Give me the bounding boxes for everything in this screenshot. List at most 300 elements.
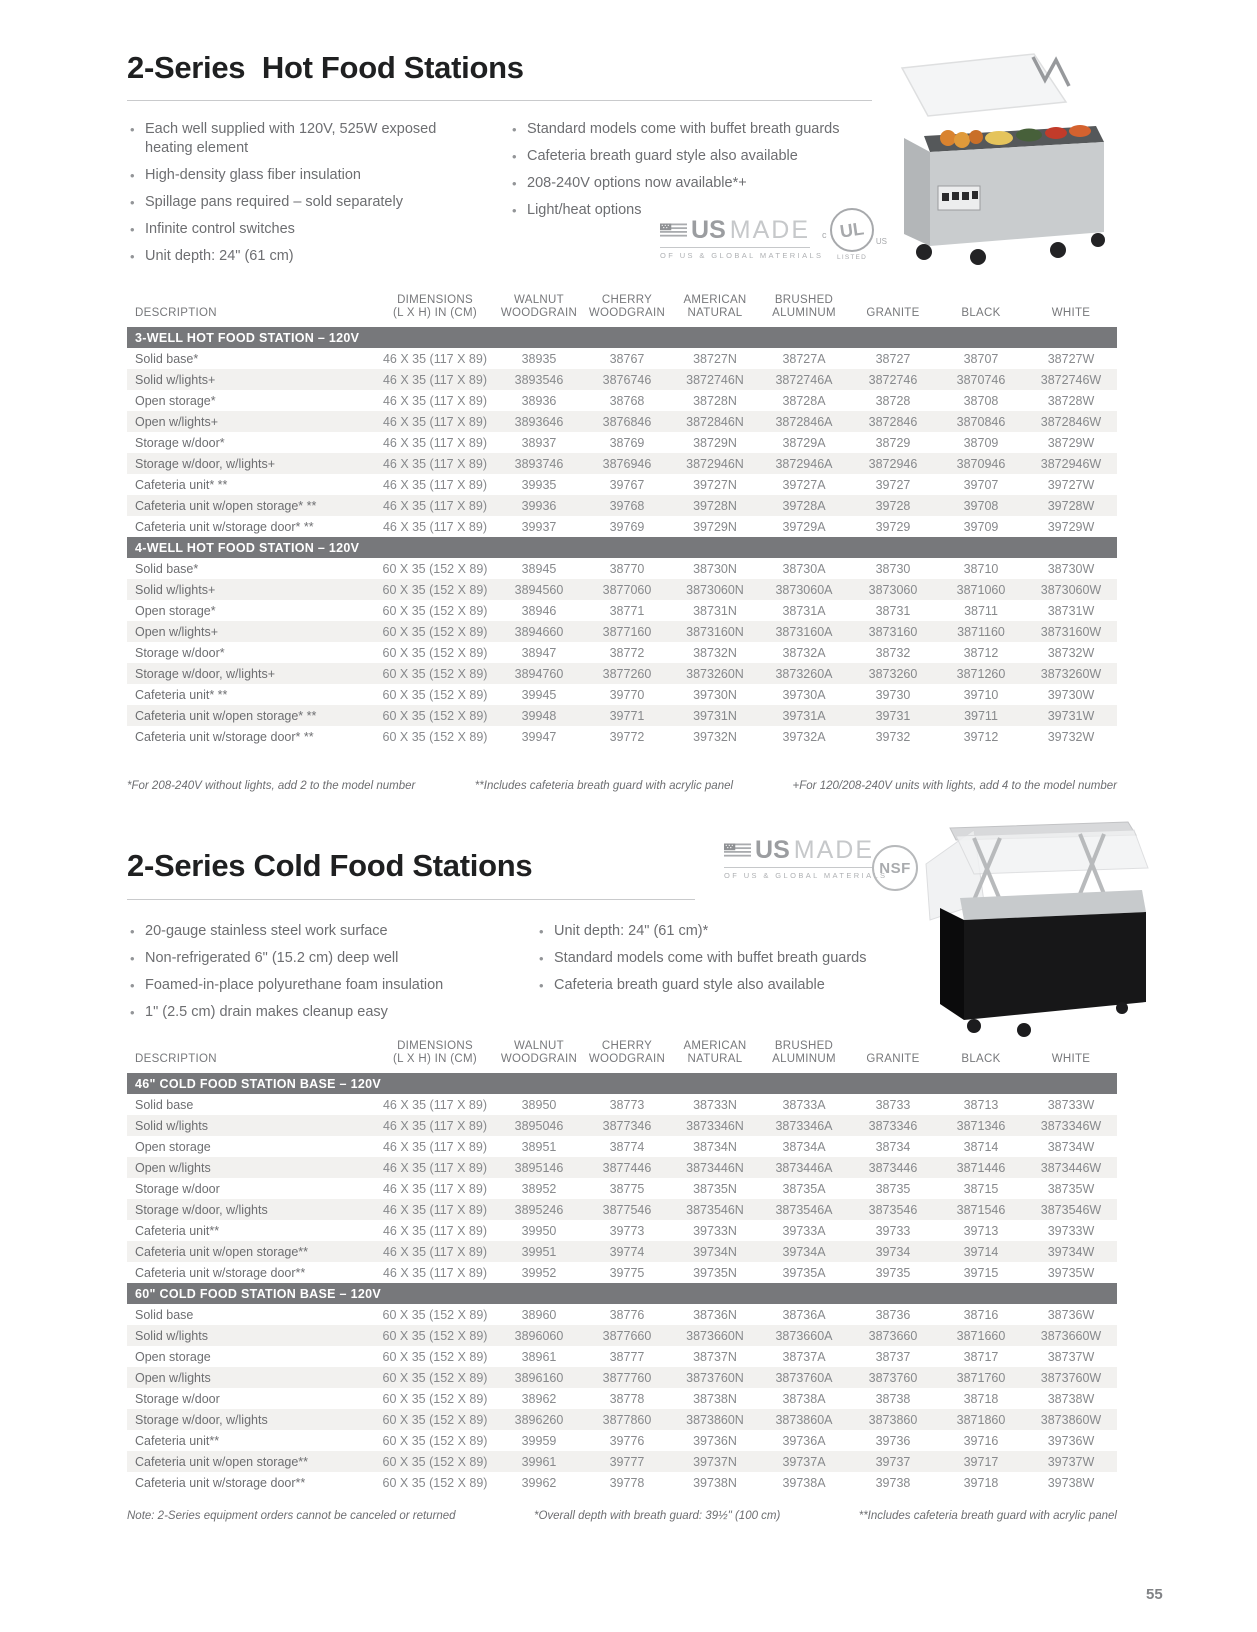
cell-model-number: 60 X 35 (152 X 89) (382, 1433, 488, 1448)
cell-model-number: 60 X 35 (152 X 89) (375, 621, 495, 642)
cell-model-number: 38736N (693, 1307, 737, 1322)
cell-model-number: 3895246 (495, 1199, 583, 1220)
section-label: 46" COLD FOOD STATION BASE – 120V (127, 1073, 1117, 1094)
cell-description: Solid base (135, 1307, 194, 1322)
hot-footnotes (127, 780, 1117, 792)
cell-description: Open w/lights+ (127, 621, 375, 642)
cell-model-number: 60 X 35 (152 X 89) (382, 1391, 488, 1406)
cell-model-number: 39735 (875, 1265, 911, 1280)
cell-model-number: 39735N (693, 1265, 737, 1280)
cell-model-number: 3873546N (671, 1199, 759, 1220)
cell-description: Cafeteria unit w/open storage** (127, 1241, 375, 1262)
table-row (127, 495, 1117, 516)
table-section-bar (127, 1283, 1117, 1304)
column-header: CHERRY WOODGRAIN (588, 1040, 666, 1065)
cell-model-number: 38771 (609, 603, 645, 618)
cell-model-number: 3873760 (849, 1367, 937, 1388)
cell-model-number: 39734 (849, 1241, 937, 1262)
cell-model-number: 38731 (875, 603, 911, 618)
usmade-tagline: OF US & GLOBAL MATERIALS (660, 247, 810, 260)
cell-model-number: 60 X 35 (152 X 89) (382, 1475, 488, 1490)
cell-model-number: 3872746A (759, 369, 849, 390)
cell-model-number: 38728 (875, 393, 911, 408)
cell-description: Solid base* (135, 351, 199, 366)
table-row (127, 390, 1117, 411)
cell-model-number: 39770 (609, 687, 645, 702)
cell-model-number: 38729N (693, 435, 737, 450)
cell-model-number: 46 X 35 (117 X 89) (382, 1265, 487, 1280)
cell-model-number: 3870846 (937, 411, 1025, 432)
cell-model-number: 39729A (782, 519, 826, 534)
table-header-row (127, 1040, 1117, 1073)
cell-model-number: 3894560 (495, 579, 583, 600)
usmade-tagline: OF US & GLOBAL MATERIALS (724, 867, 874, 880)
footnote: *For 208-240V without lights, add 2 to the model number (127, 780, 416, 792)
cell-model-number: 38774 (609, 1139, 645, 1154)
cell-model-number: 39710 (963, 687, 999, 702)
bullet-item: • Cafeteria breath guard style also available (509, 147, 899, 166)
table-row (127, 348, 1117, 369)
cell-model-number: 39727N (693, 477, 737, 492)
cell-model-number: 3876846 (583, 411, 671, 432)
cell-description: Cafeteria unit w/storage door* ** (135, 519, 314, 534)
cell-model-number: 3872946 (849, 453, 937, 474)
cell-model-number: 3873446N (671, 1157, 759, 1178)
cell-model-number: 39713 (963, 1223, 999, 1238)
cell-model-number: 3877346 (583, 1115, 671, 1136)
cell-model-number: 38718 (963, 1391, 999, 1406)
cell-model-number: 38936 (521, 393, 557, 408)
cell-model-number: 39769 (609, 519, 645, 534)
cell-model-number: 39736N (693, 1433, 737, 1448)
cell-model-number: 3873160N (671, 621, 759, 642)
cell-model-number: 3873660W (1025, 1325, 1117, 1346)
table-row (127, 1325, 1117, 1346)
cell-model-number: 38711 (964, 603, 998, 618)
column-header: WALNUT WOODGRAIN (500, 1040, 578, 1065)
cell-model-number: 46 X 35 (117 X 89) (375, 453, 495, 474)
cold-footnotes (127, 1510, 1117, 1522)
cell-model-number: 38738 (875, 1391, 911, 1406)
column-header: WALNUT WOODGRAIN (500, 294, 578, 319)
cell-model-number: 39738W (1047, 1475, 1095, 1490)
usmade-made-text: MADE (729, 216, 810, 244)
cell-model-number: 39729 (875, 519, 911, 534)
cell-model-number: 3871660 (937, 1325, 1025, 1346)
cell-model-number: 38738W (1047, 1391, 1095, 1406)
bullet-item: • Cafeteria breath guard style also available (536, 976, 926, 995)
cell-model-number: 39771 (583, 705, 671, 726)
cell-model-number: 39737N (671, 1451, 759, 1472)
cell-model-number: 46 X 35 (117 X 89) (382, 1223, 487, 1238)
cell-model-number: 39776 (609, 1433, 645, 1448)
cell-model-number: 3871546 (937, 1199, 1025, 1220)
cell-model-number: 39707 (963, 477, 999, 492)
cell-model-number: 39712 (963, 729, 999, 744)
cell-model-number: 38729 (875, 435, 911, 450)
cell-model-number: 39768 (583, 495, 671, 516)
cell-model-number: 3893746 (495, 453, 583, 474)
cell-model-number: 39737 (849, 1451, 937, 1472)
cold-bullets-right (536, 922, 926, 1003)
cell-model-number: 46 X 35 (117 X 89) (375, 1199, 495, 1220)
cell-model-number: 38736 (875, 1307, 911, 1322)
cell-model-number: 39733W (1047, 1223, 1095, 1238)
cell-model-number: 3896160 (495, 1367, 583, 1388)
cell-model-number: 38734N (693, 1139, 737, 1154)
cell-model-number: 3871160 (937, 621, 1025, 642)
cell-model-number: 60 X 35 (152 X 89) (382, 645, 488, 660)
cell-model-number: 60 X 35 (152 X 89) (375, 1409, 495, 1430)
bullet-item: • Spillage pans required – sold separately (127, 193, 447, 212)
cell-model-number: 38717 (963, 1349, 999, 1364)
cell-model-number: 3873346N (671, 1115, 759, 1136)
cell-model-number: 39959 (521, 1433, 557, 1448)
cell-model-number: 38738A (782, 1391, 826, 1406)
cell-model-number: 38945 (521, 561, 557, 576)
cell-model-number: 38778 (609, 1391, 645, 1406)
cell-model-number: 3871260 (937, 663, 1025, 684)
cell-model-number: 39778 (609, 1475, 645, 1490)
cell-model-number: 60 X 35 (152 X 89) (382, 603, 488, 618)
table-row (127, 369, 1117, 390)
cell-model-number: 38946 (521, 603, 557, 618)
cell-model-number: 38715 (963, 1181, 999, 1196)
cell-model-number: 39731W (1025, 705, 1117, 726)
cell-model-number: 38730 (875, 561, 911, 576)
cold-food-table (127, 1040, 1117, 1493)
cell-model-number: 39727A (782, 477, 826, 492)
cell-model-number: 3873160A (759, 621, 849, 642)
cell-model-number: 60 X 35 (152 X 89) (382, 1349, 488, 1364)
cell-model-number: 38733N (693, 1097, 737, 1112)
cell-description: Solid base (135, 1097, 194, 1112)
cell-model-number: 3871446 (937, 1157, 1025, 1178)
cell-model-number: 3873446 (849, 1157, 937, 1178)
cell-model-number: 3873160W (1025, 621, 1117, 642)
column-header: WHITE (1051, 307, 1091, 319)
cell-model-number: 3873660N (671, 1325, 759, 1346)
cell-model-number: 38767 (609, 351, 645, 366)
cell-model-number: 38728A (782, 393, 826, 408)
bullet-item: • Each well supplied with 120V, 525W exposed heating element (127, 120, 447, 158)
cell-model-number: 39728W (1025, 495, 1117, 516)
cell-description: Cafeteria unit w/storage door* ** (135, 729, 314, 744)
column-header: DESCRIPTION (135, 1053, 217, 1065)
cell-model-number: 38770 (609, 561, 645, 576)
cell-description: Storage w/door (135, 1181, 220, 1196)
hot-food-table (127, 294, 1117, 747)
table-row (127, 1367, 1117, 1388)
cell-model-number: 46 X 35 (117 X 89) (382, 393, 487, 408)
cell-model-number: 3893546 (495, 369, 583, 390)
cell-model-number: 38732 (875, 645, 911, 660)
cell-model-number: 39730A (782, 687, 826, 702)
cell-description: Cafeteria unit** (135, 1223, 220, 1238)
cell-model-number: 3877160 (583, 621, 671, 642)
cell-model-number: 38716 (963, 1307, 999, 1322)
cell-model-number: 38727A (782, 351, 826, 366)
hot-section-title: 2-Series Hot Food Stations (127, 50, 524, 85)
ul-listed-logo (822, 208, 887, 261)
cell-description: Cafeteria unit w/open storage** (127, 1451, 375, 1472)
cell-model-number: 3894760 (495, 663, 583, 684)
cell-model-number: 39774 (583, 1241, 671, 1262)
cell-model-number: 3872846A (759, 411, 849, 432)
cell-model-number: 3873860W (1025, 1409, 1117, 1430)
cell-model-number: 38773 (609, 1097, 645, 1112)
cell-model-number: 39730 (875, 687, 911, 702)
cell-model-number: 46 X 35 (117 X 89) (382, 435, 487, 450)
section-label: 4-WELL HOT FOOD STATION – 120V (127, 537, 1117, 558)
cell-model-number: 46 X 35 (117 X 89) (375, 495, 495, 516)
cell-model-number: 60 X 35 (152 X 89) (375, 1451, 495, 1472)
column-header: BRUSHED ALUMINUM (772, 294, 836, 319)
column-header: GRANITE (866, 1053, 920, 1065)
cell-model-number: 60 X 35 (152 X 89) (382, 561, 488, 576)
cell-model-number: 39773 (609, 1223, 645, 1238)
cell-description: Solid w/lights+ (127, 369, 375, 390)
cell-description: Cafeteria unit* ** (135, 477, 228, 492)
cell-model-number: 39738N (693, 1475, 737, 1490)
cell-model-number: 39937 (521, 519, 557, 534)
cell-model-number: 39950 (521, 1223, 557, 1238)
cell-model-number: 38731N (693, 603, 737, 618)
cell-model-number: 39732A (782, 729, 826, 744)
cell-model-number: 3873546A (759, 1199, 849, 1220)
cell-model-number: 38737A (782, 1349, 826, 1364)
usmade-us-text: US (755, 836, 790, 864)
cell-model-number: 38775 (609, 1181, 645, 1196)
cell-model-number: 3873760N (671, 1367, 759, 1388)
cell-model-number: 39727W (1047, 477, 1095, 492)
cell-model-number: 3873446A (759, 1157, 849, 1178)
cell-description: Solid w/lights (127, 1115, 375, 1136)
cell-model-number: 39736 (875, 1433, 911, 1448)
us-flag-icon (724, 840, 751, 862)
cell-model-number: 39732N (693, 729, 737, 744)
cell-model-number: 3896260 (495, 1409, 583, 1430)
table-row (127, 1472, 1117, 1493)
cell-description: Cafeteria unit w/storage door** (135, 1475, 306, 1490)
cell-model-number: 46 X 35 (117 X 89) (382, 1139, 487, 1154)
cell-model-number: 46 X 35 (117 X 89) (382, 351, 487, 366)
cell-model-number: 39951 (495, 1241, 583, 1262)
cell-model-number: 3895146 (495, 1157, 583, 1178)
cell-model-number: 39727 (875, 477, 911, 492)
cell-model-number: 39718 (963, 1475, 999, 1490)
cell-model-number: 38772 (609, 645, 645, 660)
cell-model-number: 3877546 (583, 1199, 671, 1220)
table-section-bar (127, 327, 1117, 348)
cell-model-number: 3873860N (671, 1409, 759, 1430)
cell-model-number: 3870746 (937, 369, 1025, 390)
column-header: CHERRY WOODGRAIN (588, 294, 666, 319)
table-row (127, 579, 1117, 600)
cell-model-number: 38728N (693, 393, 737, 408)
cell-model-number: 39737A (759, 1451, 849, 1472)
table-row (127, 1115, 1117, 1136)
table-row (127, 558, 1117, 579)
bullet-item: • Unit depth: 24" (61 cm) (127, 247, 447, 266)
cell-model-number: 38947 (521, 645, 557, 660)
cell-model-number: 3873346W (1025, 1115, 1117, 1136)
cell-model-number: 3872946W (1025, 453, 1117, 474)
cell-model-number: 3872946N (671, 453, 759, 474)
cell-model-number: 60 X 35 (152 X 89) (375, 1367, 495, 1388)
cell-description: Cafeteria unit w/open storage* ** (127, 495, 375, 516)
table-row (127, 1178, 1117, 1199)
cell-model-number: 38735A (782, 1181, 826, 1196)
cell-model-number: 38950 (521, 1097, 557, 1112)
cell-model-number: 38736W (1047, 1307, 1095, 1322)
cell-model-number: 3873160 (849, 621, 937, 642)
cell-model-number: 3873760W (1025, 1367, 1117, 1388)
ul-us-mark: US (875, 237, 887, 246)
cell-description: Solid w/lights (127, 1325, 375, 1346)
column-header: BRUSHED ALUMINUM (772, 1040, 836, 1065)
cell-model-number: 38735W (1047, 1181, 1095, 1196)
cell-model-number: 3877060 (583, 579, 671, 600)
cell-model-number: 38712 (963, 645, 999, 660)
cell-description: Open w/lights (127, 1367, 375, 1388)
cell-model-number: 46 X 35 (117 X 89) (382, 519, 487, 534)
cell-model-number: 46 X 35 (117 X 89) (375, 1241, 495, 1262)
cell-model-number: 39729N (693, 519, 737, 534)
cell-model-number: 38731W (1047, 603, 1095, 618)
cell-model-number: 39736W (1047, 1433, 1095, 1448)
ul-c-mark: c (822, 230, 827, 240)
cell-model-number: 39732 (875, 729, 911, 744)
footnote: **Includes cafeteria breath guard with acrylic panel (474, 780, 734, 792)
cell-model-number: 3872746W (1025, 369, 1117, 390)
cell-model-number: 39767 (609, 477, 645, 492)
cell-model-number: 38732A (782, 645, 826, 660)
cell-model-number: 38732W (1047, 645, 1095, 660)
cell-model-number: 38734 (875, 1139, 911, 1154)
cell-description: Open w/lights+ (127, 411, 375, 432)
footnote: **Includes cafeteria breath guard with acrylic panel (858, 1510, 1117, 1522)
cell-model-number: 38962 (521, 1391, 557, 1406)
cell-model-number: 39775 (609, 1265, 645, 1280)
cell-model-number: 3872846 (849, 411, 937, 432)
cell-model-number: 39731 (849, 705, 937, 726)
cell-model-number: 60 X 35 (152 X 89) (375, 705, 495, 726)
cell-model-number: 46 X 35 (117 X 89) (375, 1157, 495, 1178)
ul-letters: UL (838, 217, 866, 242)
cell-model-number: 39730N (693, 687, 737, 702)
table-row (127, 1220, 1117, 1241)
cell-model-number: 46 X 35 (117 X 89) (382, 1097, 487, 1112)
cell-model-number: 38734A (782, 1139, 826, 1154)
cell-model-number: 39734A (759, 1241, 849, 1262)
column-header: DIMENSIONS (L X H) IN (CM) (393, 1040, 477, 1065)
bullet-item: • High-density glass fiber insulation (127, 166, 447, 185)
cell-model-number: 3871060 (937, 579, 1025, 600)
bullet-item: • Standard models come with buffet breath guards (509, 120, 899, 139)
cell-model-number: 38727W (1047, 351, 1095, 366)
cell-description: Open storage (135, 1139, 211, 1154)
cell-model-number: 39730W (1047, 687, 1095, 702)
usmade-logo-cold (724, 836, 888, 880)
cell-model-number: 38710 (963, 561, 999, 576)
cell-model-number: 39952 (521, 1265, 557, 1280)
bullet-item: • 208-240V options now available*+ (509, 174, 899, 193)
bullet-item: • 20-gauge stainless steel work surface (127, 922, 517, 941)
cell-model-number: 39736A (782, 1433, 826, 1448)
cell-model-number: 3873546 (849, 1199, 937, 1220)
cell-description: Open storage* (135, 603, 216, 618)
cell-model-number: 38951 (521, 1139, 557, 1154)
cell-model-number: 38730A (782, 561, 826, 576)
cell-model-number: 38707 (963, 351, 999, 366)
hot-food-station-image (886, 38, 1126, 270)
cell-model-number: 38738N (693, 1391, 737, 1406)
cell-model-number: 60 X 35 (152 X 89) (375, 663, 495, 684)
cell-model-number: 38732N (693, 645, 737, 660)
hot-bullets-left (127, 120, 447, 274)
usmade-us-text: US (691, 216, 726, 244)
table-row (127, 474, 1117, 495)
cell-model-number: 38727 (875, 351, 911, 366)
cell-model-number: 39733N (693, 1223, 737, 1238)
cell-model-number: 3872746N (671, 369, 759, 390)
ul-listed-text: LISTED (837, 254, 867, 261)
cell-model-number: 3873260W (1025, 663, 1117, 684)
column-header: DIMENSIONS (L X H) IN (CM) (393, 294, 477, 319)
cell-model-number: 38777 (609, 1349, 645, 1364)
cell-model-number: 46 X 35 (117 X 89) (375, 411, 495, 432)
table-row (127, 516, 1117, 537)
cell-model-number: 46 X 35 (117 X 89) (375, 1115, 495, 1136)
cell-model-number: 38727N (693, 351, 737, 366)
cell-model-number: 3896060 (495, 1325, 583, 1346)
cell-model-number: 39733 (875, 1223, 911, 1238)
cell-description: Storage w/door* (135, 435, 225, 450)
cell-model-number: 39945 (521, 687, 557, 702)
bullet-item: • Non-refrigerated 6" (15.2 cm) deep well (127, 949, 517, 968)
cell-model-number: 3894660 (495, 621, 583, 642)
cell-model-number: 39732W (1047, 729, 1095, 744)
cell-model-number: 38961 (521, 1349, 557, 1364)
nsf-text: NSF (879, 859, 911, 877)
cell-model-number: 39735W (1047, 1265, 1095, 1280)
cell-model-number: 3873546W (1025, 1199, 1117, 1220)
column-header: DESCRIPTION (135, 307, 217, 319)
ul-circle-icon (830, 208, 874, 252)
cold-section-title: 2-Series Cold Food Stations (127, 848, 533, 883)
cell-model-number: 3871860 (937, 1409, 1025, 1430)
table-row (127, 1157, 1117, 1178)
column-header: WHITE (1051, 1053, 1091, 1065)
bullet-item: • Infinite control switches (127, 220, 447, 239)
cell-model-number: 60 X 35 (152 X 89) (375, 1325, 495, 1346)
cell-description: Cafeteria unit** (135, 1433, 220, 1448)
cell-description: Storage w/door, w/lights (127, 1409, 375, 1430)
cell-model-number: 3871346 (937, 1115, 1025, 1136)
cell-model-number: 46 X 35 (117 X 89) (382, 1181, 487, 1196)
cell-model-number: 39715 (963, 1265, 999, 1280)
table-row (127, 1409, 1117, 1430)
cell-model-number: 38960 (521, 1307, 557, 1322)
cell-model-number: 3877760 (583, 1367, 671, 1388)
cell-model-number: 38733 (875, 1097, 911, 1112)
section-label: 60" COLD FOOD STATION BASE – 120V (127, 1283, 1117, 1304)
table-row (127, 432, 1117, 453)
table-row (127, 453, 1117, 474)
cell-description: Storage w/door (135, 1391, 220, 1406)
cell-model-number: 60 X 35 (152 X 89) (375, 579, 495, 600)
